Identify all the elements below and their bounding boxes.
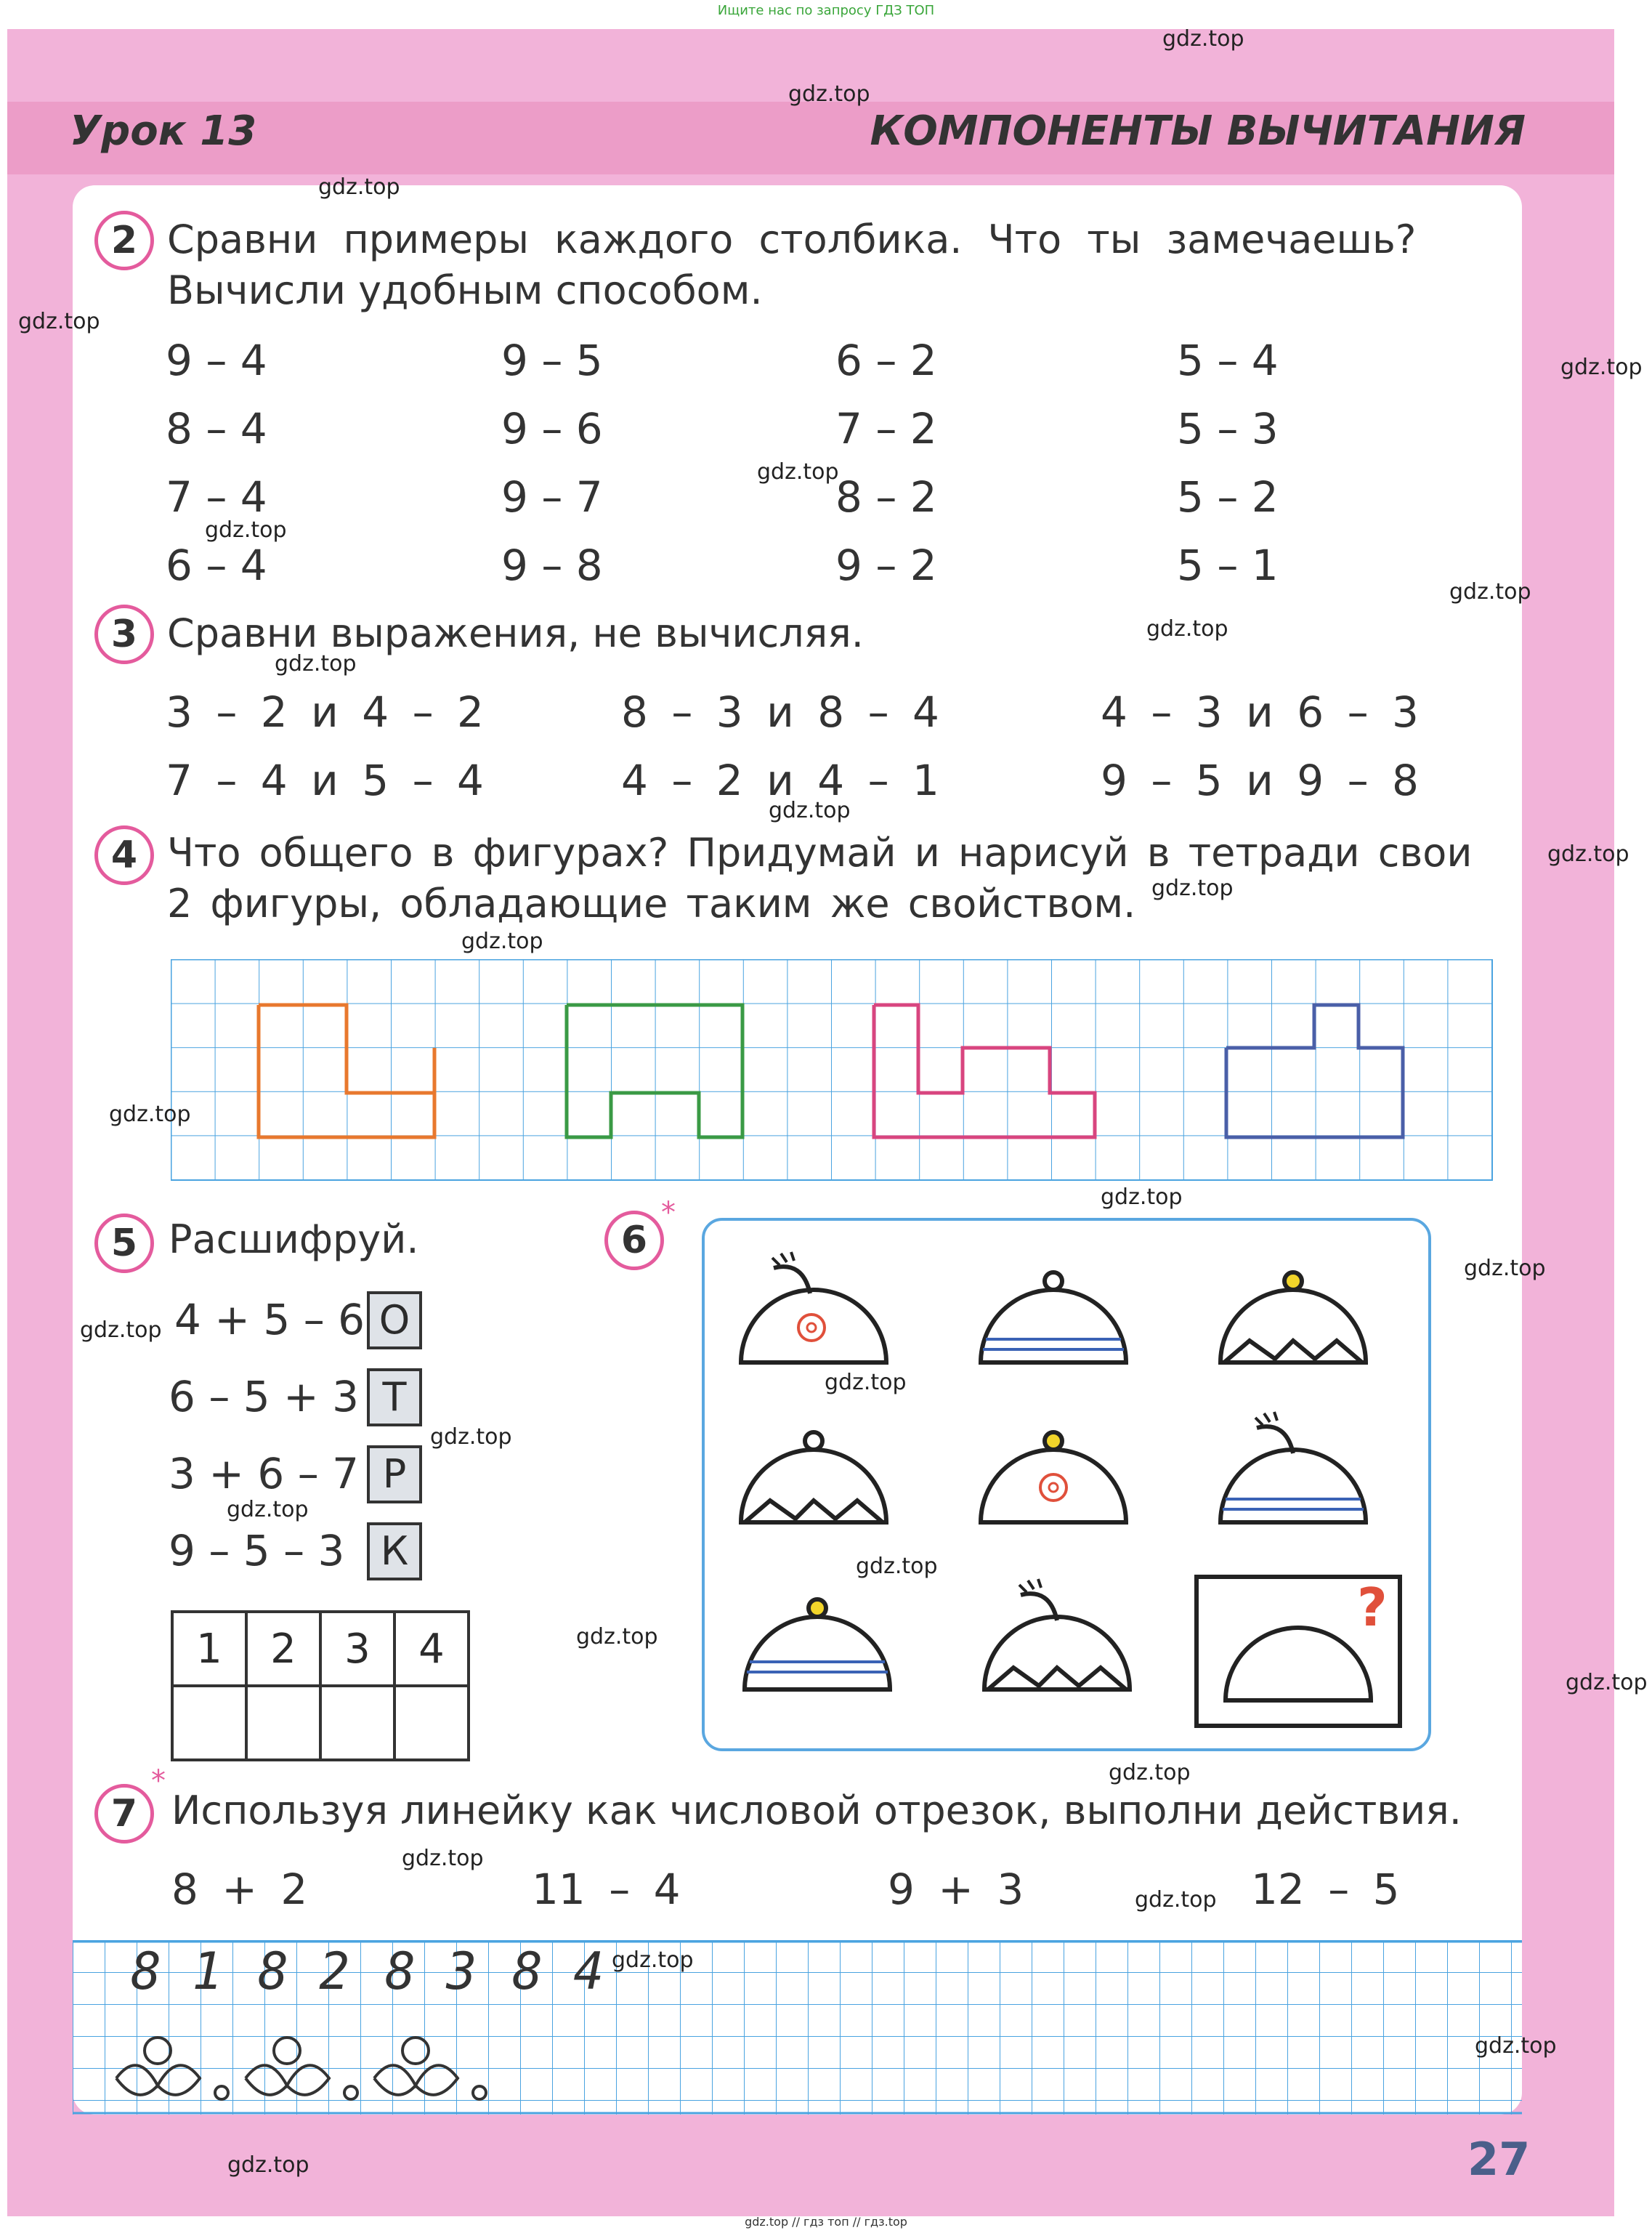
watermark-label: gdz.top <box>769 798 851 823</box>
watermark-label: gdz.top <box>576 1624 658 1649</box>
watermark-label: gdz.top <box>856 1554 938 1579</box>
watermark-label: gdz.top <box>1146 616 1228 642</box>
task3-comparison: 8 – 3 и 8 – 4 <box>621 687 939 737</box>
task2-expression: 9 – 5 <box>501 336 603 385</box>
task6-hat-puzzle <box>701 1217 1435 1755</box>
task7-expression: 12 – 5 <box>1251 1865 1400 1914</box>
task5-letter-box: К <box>367 1522 422 1580</box>
task2-expression: 5 – 3 <box>1177 404 1279 453</box>
task7-expression: 9 + 3 <box>888 1865 1024 1914</box>
answer-table-header: 3 <box>320 1612 394 1686</box>
watermark-label: gdz.top <box>1162 26 1244 52</box>
task3-comparison: 7 – 4 и 5 – 4 <box>166 756 484 805</box>
watermark-label: gdz.top <box>318 174 400 200</box>
watermark-label: gdz.top <box>1560 355 1643 380</box>
handwritten-pattern: 8 4 <box>512 1942 604 2001</box>
task2-expression: 6 – 2 <box>835 336 937 385</box>
watermark-label: gdz.top <box>1547 841 1629 867</box>
task2-expression: 6 – 4 <box>166 541 267 590</box>
watermark-label: gdz.top <box>227 1497 309 1522</box>
task2-expression: 9 – 6 <box>501 404 603 453</box>
watermark-label: gdz.top <box>275 651 357 677</box>
watermark-label: gdz.top <box>205 517 287 543</box>
answer-table-cell[interactable] <box>320 1686 394 1760</box>
task5-expression: 3 + 6 – 7 <box>169 1449 360 1498</box>
page-number: 27 <box>1467 2133 1531 2186</box>
task2-expression: 9 – 4 <box>166 336 267 385</box>
task7-star: * <box>151 1764 166 1798</box>
task5-answer-table <box>171 1610 470 1761</box>
task7-expression: 8 + 2 <box>171 1865 308 1914</box>
watermark-top: Ищите нас по запросу ГДЗ ТОП <box>717 3 935 18</box>
watermark-label: gdz.top <box>1109 1760 1191 1785</box>
watermark-label: gdz.top <box>227 2152 309 2178</box>
watermark-label: gdz.top <box>1151 876 1234 901</box>
task5-instruction: Расшифруй. <box>169 1216 419 1262</box>
watermark-label: gdz.top <box>1464 1256 1546 1281</box>
task2-expression: 8 – 4 <box>166 404 267 453</box>
task2-expression: 5 – 4 <box>1177 336 1279 385</box>
watermark-label: gdz.top <box>1101 1184 1183 1210</box>
task5-expression: 9 – 5 – 3 <box>169 1526 345 1575</box>
task-number-5: 5 <box>94 1214 154 1273</box>
task2-expression: 5 – 1 <box>1177 541 1279 590</box>
task2-expression: 9 – 2 <box>835 541 937 590</box>
watermark-bottom: gdz.top // гдз топ // гдз.top <box>745 2215 907 2229</box>
watermark-label: gdz.top <box>1475 2033 1557 2059</box>
task2-expression: 5 – 2 <box>1177 472 1279 522</box>
task2-expression: 8 – 2 <box>835 472 937 522</box>
task-number-3: 3 <box>94 605 154 664</box>
task4-instruction-line2: 2 фигуры, обладающие таким же свойством. <box>167 881 1136 926</box>
task6-star: * <box>661 1196 676 1229</box>
answer-table-cell[interactable] <box>172 1686 246 1760</box>
watermark-label: gdz.top <box>402 1846 484 1871</box>
watermark-label: gdz.top <box>430 1424 512 1450</box>
task5-letter-box: Р <box>367 1445 422 1503</box>
watermark-label: gdz.top <box>80 1317 162 1343</box>
handwritten-pattern: 8 3 <box>385 1942 477 2001</box>
task2-instruction-line1: Сравни примеры каждого столбика. Что ты замечаешь? <box>167 217 1417 262</box>
watermark-label: gdz.top <box>1566 1670 1648 1695</box>
answer-table-cell[interactable] <box>246 1686 320 1760</box>
task2-expression: 7 – 4 <box>166 472 267 522</box>
task3-comparison: 4 – 3 и 6 – 3 <box>1101 687 1419 737</box>
task5-expression: 6 – 5 + 3 <box>169 1372 360 1421</box>
watermark-label: gdz.top <box>612 1947 694 1973</box>
task5-letter-box: О <box>367 1291 422 1349</box>
task-number-4: 4 <box>94 825 154 885</box>
task-number-6: 6 <box>604 1211 664 1270</box>
watermark-label: gdz.top <box>788 81 870 107</box>
task2-instruction-line2: Вычисли удобным способом. <box>167 267 763 313</box>
watermark-label: gdz.top <box>461 929 543 954</box>
task2-expression: 7 – 2 <box>835 404 937 453</box>
answer-table-header: 1 <box>172 1612 246 1686</box>
task2-expression: 9 – 8 <box>501 541 603 590</box>
watermark-label: gdz.top <box>757 459 839 485</box>
watermark-label: gdz.top <box>1135 1887 1217 1913</box>
watermark-label: gdz.top <box>18 309 100 334</box>
task-number-7: 7 <box>94 1784 154 1844</box>
task7-instruction: Используя линейку как числовой отрезок, выполни действия. <box>171 1788 1462 1833</box>
task4-instruction-line1: Что общего в фигурах? Придумай и нарисуй в тетради свои <box>167 830 1473 876</box>
answer-table-header: 2 <box>246 1612 320 1686</box>
task5-expression: 4 + 5 – 6 <box>174 1295 365 1344</box>
topic-title: КОМПОНЕНТЫ ВЫЧИТАНИЯ <box>870 108 1526 155</box>
handwritten-pattern: 8 1 <box>131 1942 223 2001</box>
question-mark: ? <box>1357 1577 1388 1638</box>
watermark-label: gdz.top <box>825 1370 907 1395</box>
task5-letter-box: Т <box>367 1368 422 1426</box>
task3-comparison: 9 – 5 и 9 – 8 <box>1101 756 1419 805</box>
task3-comparison: 3 – 2 и 4 – 2 <box>166 687 484 737</box>
task7-expression: 11 – 4 <box>532 1865 681 1914</box>
lesson-label: Урок 13 <box>70 108 257 155</box>
task3-instruction: Сравни выражения, не вычисляя. <box>167 610 864 656</box>
answer-table-cell[interactable] <box>394 1686 469 1760</box>
task2-expression: 9 – 7 <box>501 472 603 522</box>
watermark-label: gdz.top <box>1449 579 1531 605</box>
task4-figure-grid <box>171 959 1493 1181</box>
handwritten-pattern: 8 2 <box>258 1942 350 2001</box>
watermark-label: gdz.top <box>109 1102 191 1127</box>
task3-comparison: 4 – 2 и 4 – 1 <box>621 756 939 805</box>
task-number-2: 2 <box>94 211 154 270</box>
answer-table-header: 4 <box>394 1612 469 1686</box>
